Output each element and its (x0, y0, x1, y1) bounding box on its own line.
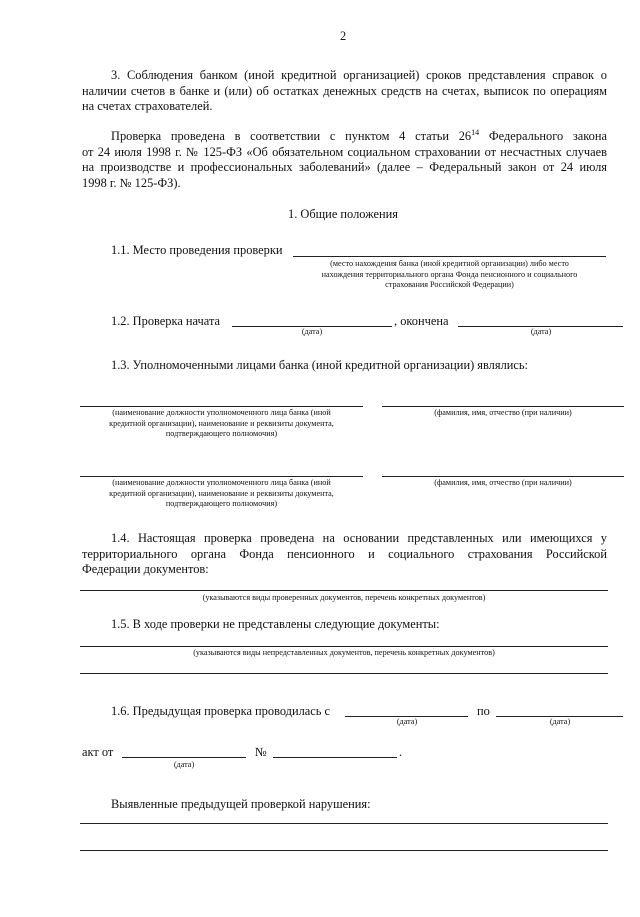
documents-line[interactable] (80, 590, 608, 591)
place-field-line[interactable] (293, 256, 606, 257)
position-2-line[interactable] (80, 476, 363, 477)
missing-docs-line-2[interactable] (80, 673, 608, 674)
item-1-4-line1: 1.4. Настоящая проверка проведена на основании представленных или имеющихся у (111, 531, 607, 545)
violations-label: Выявленные предыдущей проверкой нарушения: (111, 797, 371, 811)
missing-docs-line-1[interactable] (80, 646, 608, 647)
act-date-line[interactable] (122, 757, 246, 758)
end-date-hint: (дата) (530, 327, 552, 336)
documents-hint: (указываются виды проверенных документов, перечень конкретных документов) (202, 593, 486, 602)
basis-line1: Проверка проведена в соответствии с пунктом 4 статьи $26^{14}$ Федерального закона (111, 128, 608, 143)
act-number-line[interactable] (273, 757, 397, 758)
item-1-2-label: 1.2. Проверка начата (111, 314, 221, 328)
act-label: акт от (82, 745, 114, 759)
name-1-line[interactable] (382, 406, 624, 407)
violations-line-1[interactable] (80, 823, 608, 824)
position-1-hint: (наименование должности уполномоченного лица банка (иной кредитной организации), наименование и реквизиты документа, подтверждающего полномочия) (109, 408, 334, 438)
article-superscript: 14 (471, 128, 480, 137)
item-1-4-line3: Федерации документов: (82, 562, 209, 576)
item-1-3-label: 1.3. Уполномоченными лицами банка (иной кредитной организации) являлись: (111, 358, 528, 372)
basis-line2: от 24 июля 1998 г. № 125-ФЗ «Об обязательном социальном страховании от несчастных случаев (82, 145, 607, 159)
para3-line2: наличии счетов в банке и (или) об остатках денежных средств на счетах, выписок по операциям (82, 84, 607, 98)
para3-line3: на счетах страхователей. (82, 99, 213, 113)
name-2-line[interactable] (382, 476, 624, 477)
item-1-1-label: 1.1. Место проведения проверки (111, 243, 283, 257)
start-date-hint: (дата) (301, 327, 323, 336)
prev-from-date-hint: (дата) (396, 717, 418, 726)
para3-line1: 3. Соблюдения банком (иной кредитной организацией) сроков представления справок о (111, 68, 607, 82)
missing-docs-hint: (указываются виды непредставленных документов, перечень конкретных документов) (193, 648, 495, 657)
basis-line3: на производстве и профессиональных заболеваний» (далее – Федеральный закон от 24 июля (82, 160, 607, 174)
name-2-hint: (фамилия, имя, отчество (при наличии) (434, 478, 572, 487)
position-1-line[interactable] (80, 406, 363, 407)
prev-to-label: по (477, 704, 490, 718)
section-title: 1. Общие положения (288, 207, 399, 221)
act-number-label: № (255, 745, 267, 759)
act-date-hint: (дата) (173, 760, 195, 769)
act-end-dot: . (399, 745, 403, 759)
prev-to-date-hint: (дата) (549, 717, 571, 726)
item-1-4-line2: территориального органа Фонда пенсионного и социального страхования Российской (82, 547, 607, 561)
place-hint: (место нахождения банка (иной кредитной организации) либо место нахождения территориального органа Фонда пенсионного и социального страхования Российской Федерации) (321, 259, 578, 289)
position-2-hint: (наименование должности уполномоченного лица банка (иной кредитной организации), наименование и реквизиты документа, подтверждающего полномочия) (109, 478, 334, 508)
end-separator: , окончена (394, 314, 449, 328)
page-number: 2 (340, 29, 347, 43)
item-1-6-label: 1.6. Предыдущая проверка проводилась с (111, 704, 331, 718)
name-1-hint: (фамилия, имя, отчество (при наличии) (434, 408, 572, 417)
violations-line-2[interactable] (80, 850, 608, 851)
item-1-5-label: 1.5. В ходе проверки не представлены следующие документы: (111, 617, 440, 631)
basis-line4: 1998 г. № 125-ФЗ). (82, 176, 181, 190)
